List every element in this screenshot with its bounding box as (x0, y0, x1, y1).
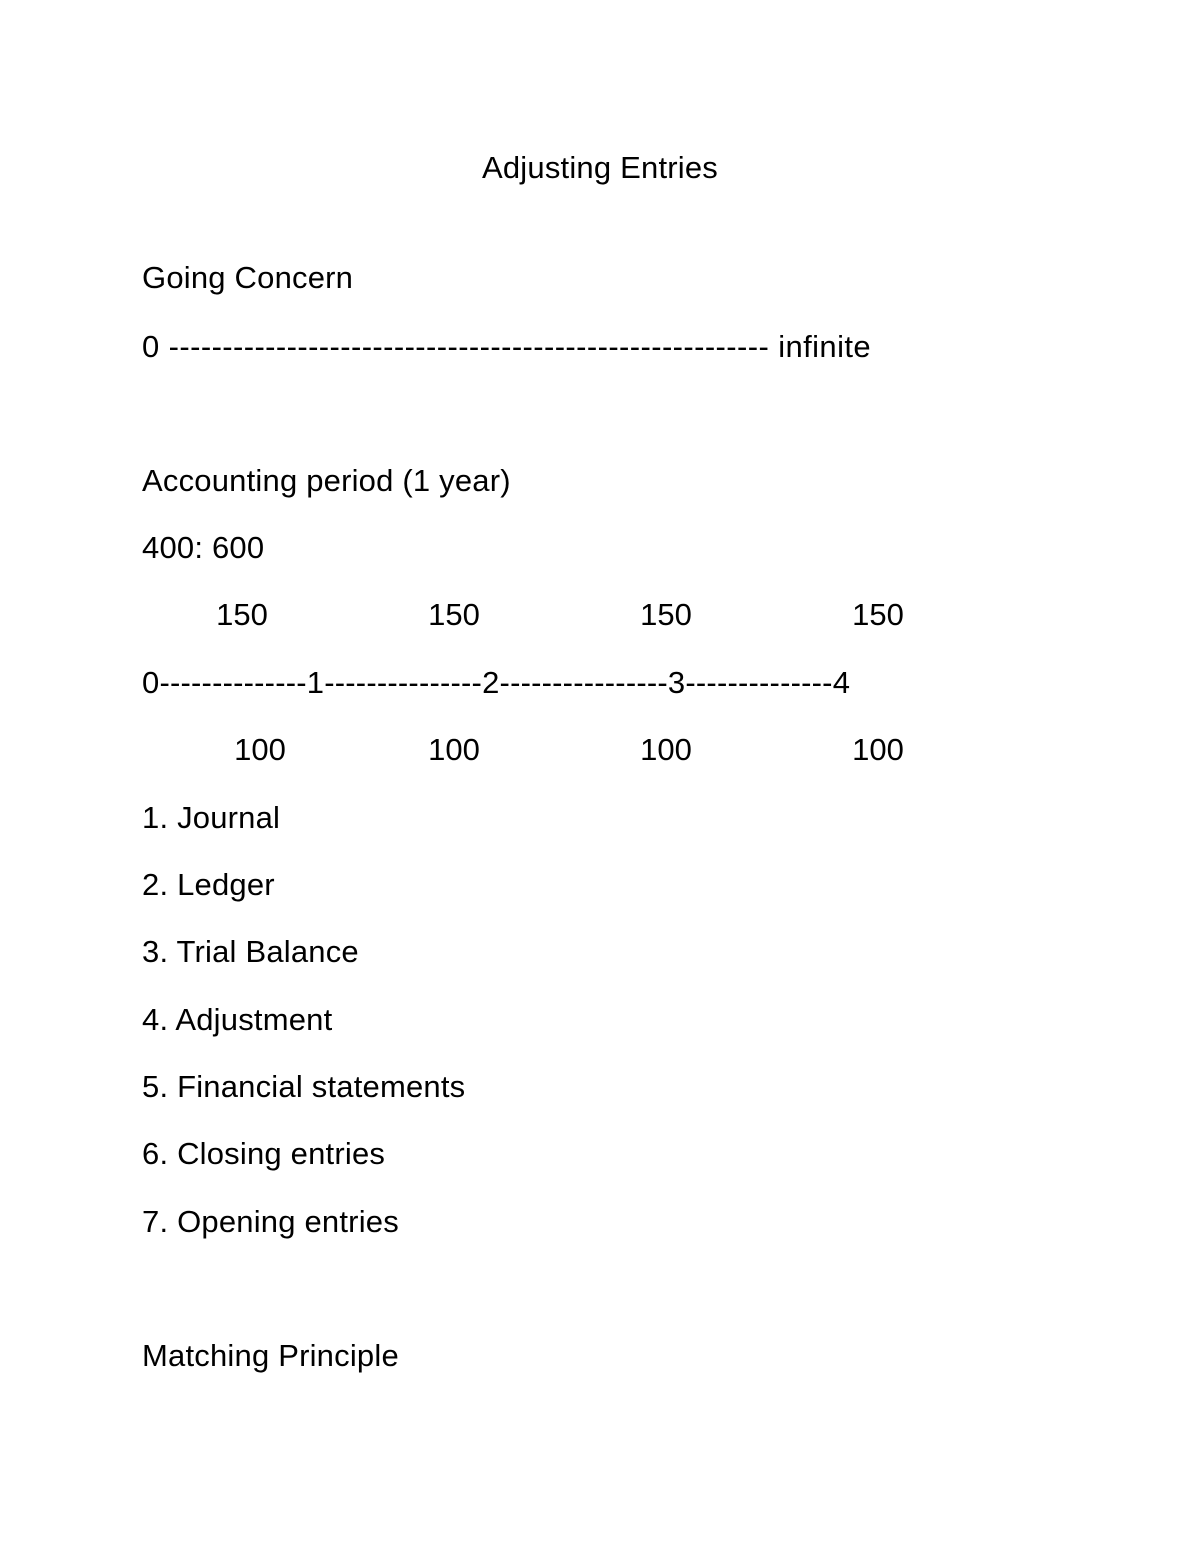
segment-2: --------------- (324, 665, 483, 700)
bottom-value-2: 100 (428, 732, 480, 767)
step-item-3: 3. Trial Balance (142, 934, 359, 969)
top-value-3: 150 (640, 597, 692, 632)
step-item-6: 6. Closing entries (142, 1136, 386, 1171)
tick-0: 0 (142, 665, 160, 700)
going-concern-start: 0 (142, 329, 160, 364)
segment-4: -------------- (685, 665, 833, 700)
step-item-1: 1. Journal (142, 800, 281, 835)
bottom-value-1: 100 (234, 732, 286, 767)
segment-3: ---------------- (499, 665, 668, 700)
top-value-2: 150 (428, 597, 480, 632)
going-concern-heading: Going Concern (142, 260, 354, 295)
step-item-7: 7. Opening entries (142, 1204, 399, 1239)
step-item-2: 2. Ledger (142, 867, 275, 902)
going-concern-dashes: -------------------------------------------------------- (168, 329, 770, 364)
going-concern-end: infinite (778, 329, 872, 364)
segment-1: -------------- (159, 665, 307, 700)
accounting-period-heading: Accounting period (1 year) (142, 463, 511, 498)
bottom-value-4: 100 (852, 732, 904, 767)
tick-4: 4 (832, 665, 851, 700)
going-concern-line (142, 327, 871, 367)
page-title: Adjusting Entries (481, 150, 719, 185)
top-value-1: 150 (216, 597, 268, 632)
top-value-4: 150 (852, 597, 904, 632)
tick-3: 3 (667, 665, 686, 700)
step-item-5: 5. Financial statements (142, 1069, 466, 1104)
bottom-value-3: 100 (640, 732, 692, 767)
accounting-period-ratio: 400: 600 (142, 530, 265, 565)
tick-2: 2 (482, 665, 500, 700)
matching-principle-heading: Matching Principle (142, 1338, 399, 1373)
tick-1: 1 (306, 665, 325, 700)
period-timeline (142, 663, 850, 703)
step-item-4: 4. Adjustment (142, 1002, 333, 1037)
